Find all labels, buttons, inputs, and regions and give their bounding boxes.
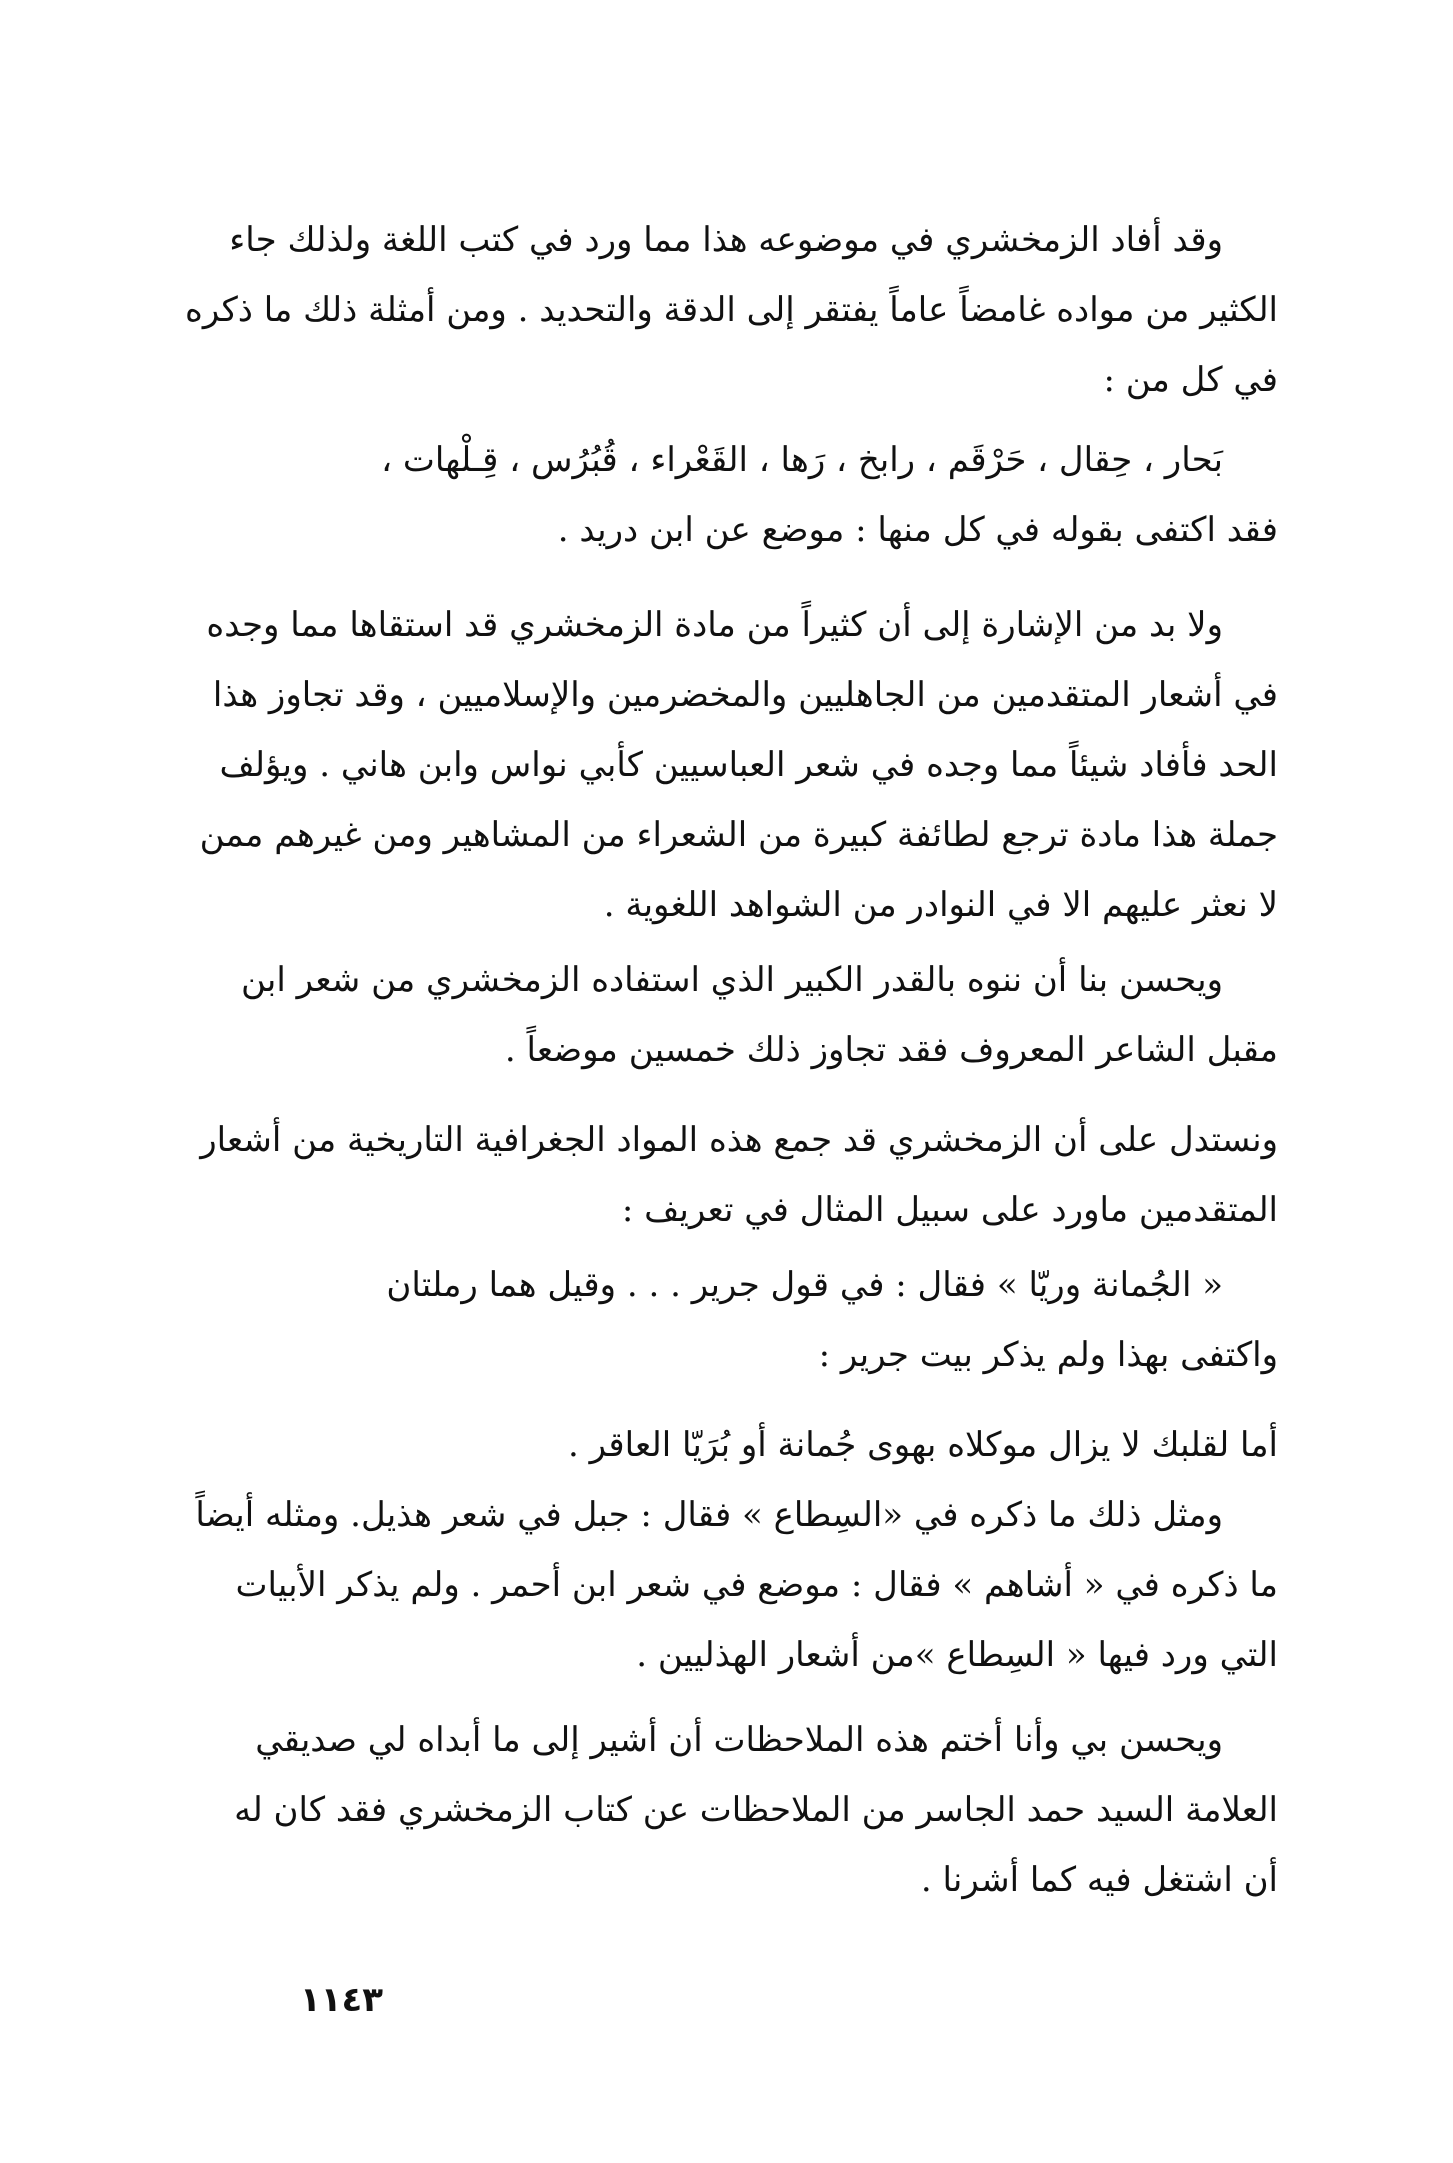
paragraph-5 [173, 1105, 1278, 1245]
text-line: العلامة السيد حمد الجاسر من الملاحظات عن كتاب الزمخشري فقد كان له [234, 1790, 1278, 1830]
text-line: أن اشتغل فيه كما أشرنا . [920, 1860, 1278, 1900]
text-line: فقد اكتفى بقوله في كل منها : موضع عن ابن دريد . [557, 510, 1278, 550]
text-line: لا نعثر عليهم الا في النوادر من الشواهد اللغوية . [603, 885, 1278, 925]
poetry-verse [173, 1410, 1278, 1480]
paragraph-6 [173, 1250, 1278, 1390]
text-line: ونستدل على أن الزمخشري قد جمع هذه المواد الجغرافية التاريخية من أشعار [200, 1120, 1278, 1160]
text-line: التي ورد فيها « السِطاع »من أشعار الهذليين . [636, 1635, 1278, 1675]
text-line: ومثل ذلك ما ذكره في «السِطاع » فقال : جبل في شعر هذيل. ومثله أيضاً [195, 1495, 1223, 1535]
paragraph-1 [173, 205, 1278, 415]
text-line: ويحسن بي وأنا أختم هذه الملاحظات أن أشير إلى ما أبداه لي صديقي [255, 1720, 1223, 1760]
paragraph-4 [173, 945, 1278, 1085]
text-line: ما ذكره في « أشاهم » فقال : موضع في شعر ابن أحمر . ولم يذكر الأبيات [235, 1565, 1278, 1605]
paragraph-8 [173, 1480, 1278, 1690]
text-line: ويحسن بنا أن ننوه بالقدر الكبير الذي استفاده الزمخشري من شعر ابن [241, 960, 1223, 1000]
text-line: « الجُمانة وريّا » فقال : في قول جرير . . . وقيل هما رملتان [386, 1265, 1223, 1305]
page-number: ١١٤٣ [300, 1980, 384, 2020]
text-line: مقبل الشاعر المعروف فقد تجاوز ذلك خمسين موضعاً . [504, 1030, 1278, 1070]
text-line: المتقدمين ماورد على سبيل المثال في تعريف : [621, 1190, 1278, 1230]
paragraph-9 [173, 1705, 1278, 1915]
text-line: ولا بد من الإشارة إلى أن كثيراً من مادة الزمخشري قد استقاها مما وجده [206, 605, 1223, 645]
text-line: الكثير من مواده غامضاً عاماً يفتقر إلى الدقة والتحديد . ومن أمثلة ذلك ما ذكره [185, 290, 1278, 330]
text-line: وقد أفاد الزمخشري في موضوعه هذا مما ورد في كتب اللغة ولذلك جاء [229, 220, 1223, 260]
verse-line: أما لقلبك لا يزال موكلاه بهوى جُمانة أو بُرَيّا العاقر . [568, 1425, 1278, 1465]
text-line: الحد فأفاد شيئاً مما وجده في شعر العباسيين كأبي نواس وابن هاني . ويؤلف [219, 745, 1278, 785]
paragraph-3 [173, 590, 1278, 940]
text-line: بَحار ، حِقال ، حَرْقَم ، رابخ ، رَها ، القَعْراء ، قُبُرُس ، قِـلْهات ، [381, 440, 1223, 480]
text-line: في كل من : [1103, 360, 1278, 400]
text-line: واكتفى بهذا ولم يذكر بيت جرير : [818, 1335, 1278, 1375]
text-line: في أشعار المتقدمين من الجاهليين والمخضرمين والإسلاميين ، وقد تجاوز هذا [212, 675, 1278, 715]
text-line: جملة هذا مادة ترجع لطائفة كبيرة من الشعراء من المشاهير ومن غيرهم ممن [199, 815, 1278, 855]
paragraph-2 [173, 425, 1278, 565]
